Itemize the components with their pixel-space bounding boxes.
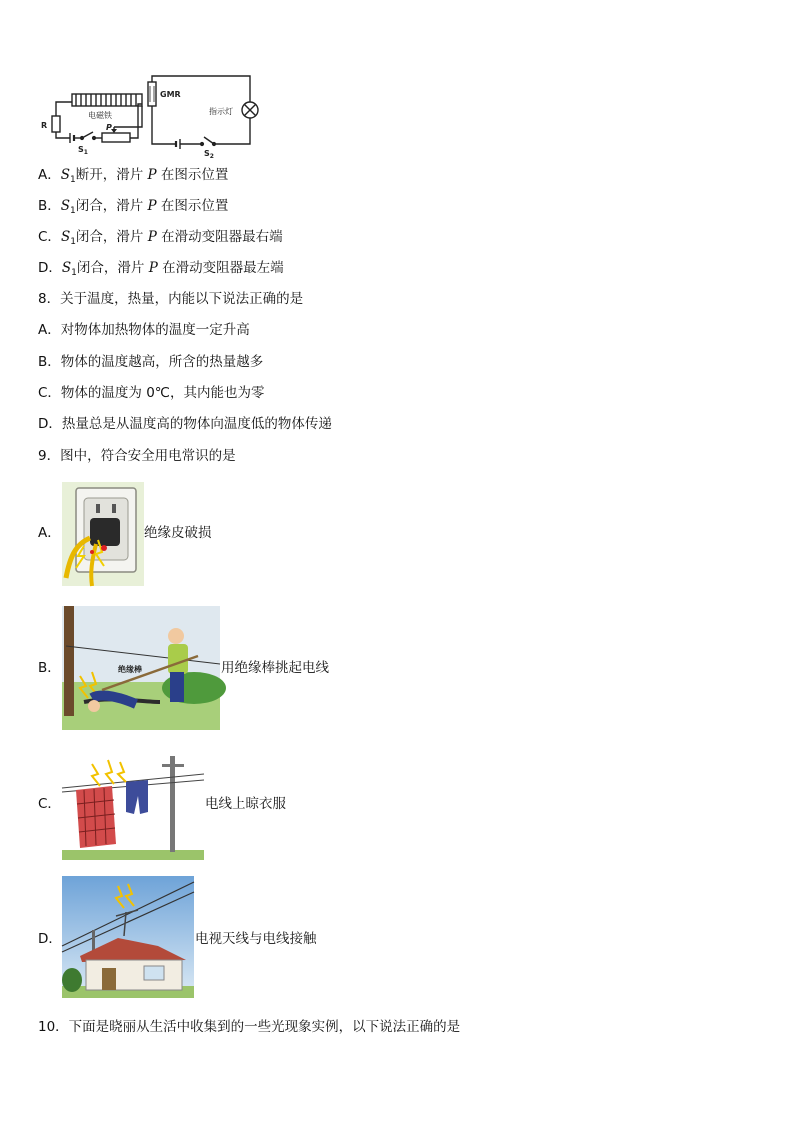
- q9-option-c-letter: C．: [38, 796, 61, 812]
- q7-option-c: C．$S_1$闭合，滑片 P 在滑动变阻器最右端: [38, 229, 283, 247]
- q9-option-d-letter: D．: [38, 931, 62, 947]
- q7-option-d: D．$S_1$闭合，滑片 P 在滑动变阻器最左端: [38, 260, 284, 278]
- circuit-label-gmr: GMR: [160, 90, 181, 99]
- circuit-label-magnet: 电磁铁: [88, 111, 112, 120]
- rod-label: 绝缘棒: [118, 665, 142, 674]
- q10-stem: 10．下面是晓丽从生活中收集到的一些光现象实例，以下说法正确的是: [38, 1019, 461, 1035]
- q9-option-b-letter: B．: [38, 660, 61, 676]
- circuit-diagram: [38, 72, 270, 160]
- clothes-on-wire-image: [62, 752, 204, 860]
- q9-option-c-caption: 电线上晾衣服: [205, 796, 286, 812]
- q9-option-a-letter: A．: [38, 525, 61, 541]
- circuit-label-lamp: 指示灯: [209, 107, 233, 116]
- circuit-label-r: R: [41, 121, 48, 130]
- q9-option-a-caption: 绝缘皮破损: [144, 525, 212, 541]
- circuit-label-s2: $S_2$: [204, 149, 214, 160]
- q9-option-b-caption: 用绝缘棒挑起电线: [221, 660, 329, 676]
- circuit-label-p: P: [106, 123, 112, 132]
- q8-option-a: A．对物体加热物体的温度一定升高: [38, 322, 250, 338]
- q7-option-a: A．$S_1$断开，滑片 P 在图示位置: [38, 167, 229, 185]
- q9-option-d-caption: 电视天线与电线接触: [195, 931, 317, 947]
- q7-option-b: B．$S_1$闭合，滑片 P 在图示位置: [38, 198, 229, 216]
- insulated-rod-image: [62, 606, 220, 730]
- q9-stem: 9．图中，符合安全用电常识的是: [38, 448, 236, 464]
- circuit-label-s1: $S_1$: [78, 145, 88, 156]
- q8-option-c: C．物体的温度为 0℃，其内能也为零: [38, 385, 265, 401]
- damaged-plug-image: [62, 482, 144, 586]
- antenna-wire-image: [62, 876, 194, 998]
- q8-option-d: D．热量总是从温度高的物体向温度低的物体传递: [38, 416, 332, 432]
- q8-option-b: B．物体的温度越高，所含的热量越多: [38, 354, 264, 370]
- q8-stem: 8．关于温度，热量，内能以下说法正确的是: [38, 291, 304, 307]
